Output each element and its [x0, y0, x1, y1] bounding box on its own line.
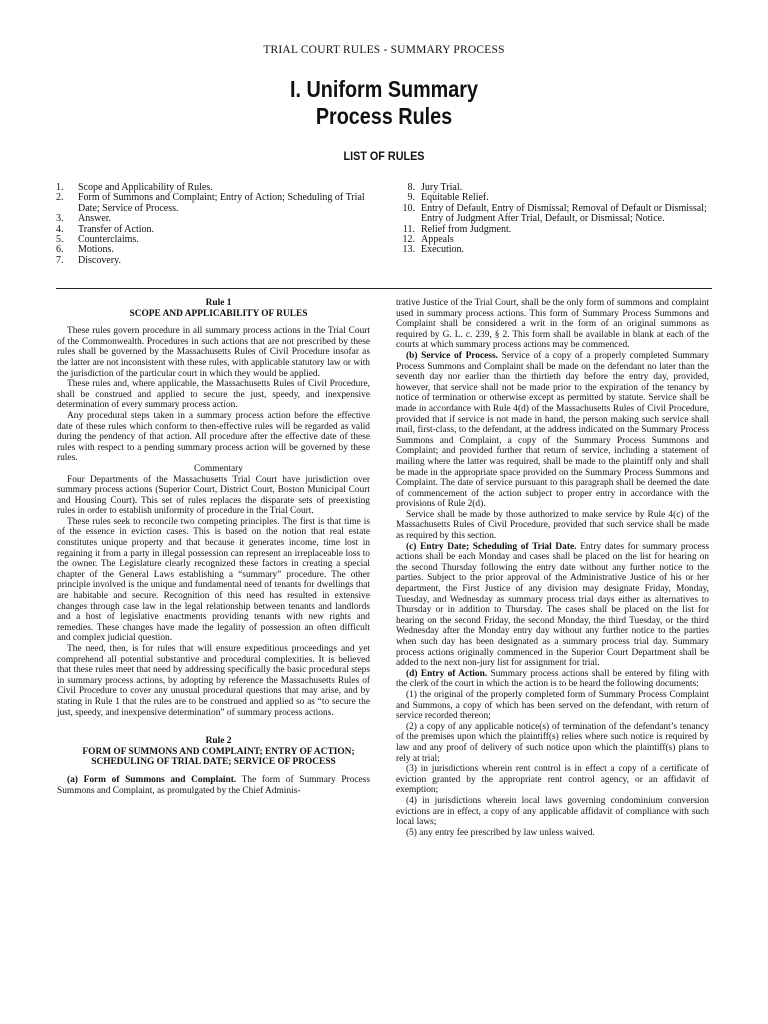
list-item: 7. Discovery.: [56, 254, 121, 266]
right-column: [396, 298, 709, 838]
list-item: 2. Form of Summons and Complaint; Entry of Action; Scheduling of Trial Date; Service of Process.: [56, 192, 365, 214]
rule-2c-label: (c) Entry Date; Scheduling of Trial Date.: [406, 541, 577, 552]
rule-2d-label: (d) Entry of Action.: [406, 668, 488, 679]
page-title: [54, 76, 714, 130]
rule-2b-paragraph: [396, 351, 709, 510]
list-item: 4. Transfer of Action.: [56, 223, 155, 235]
list-item: 8. Jury Trial.: [407, 182, 463, 193]
list-item: 12. Appeals: [402, 234, 454, 246]
rule-2b-paragraph-2: Service shall be made by those authorized to make service by Rule 4(c) of the Massachusetts Rules of Civil Procedure, provided that such service shall be made as required by this section.: [396, 509, 709, 542]
left-column: [57, 298, 370, 796]
rules-list-left: [56, 183, 376, 266]
rule-1-heading: SCOPE AND APPLICABILITY OF RULES: [129, 308, 308, 319]
title-line-1: I. Uniform Summary: [290, 76, 478, 102]
rule-2d-item: (4) in jurisdictions wherein local laws governing condominium conversion evictions are in effect, a copy of any applicable affidavit of compliance with such local laws;: [396, 795, 709, 828]
rule-2-number: Rule 2: [205, 736, 232, 747]
list-item: 9. Equitable Relief.: [407, 192, 489, 204]
list-item: 11. Relief from Judgment.: [402, 223, 512, 235]
list-item: 1. Scope and Applicability of Rules.: [56, 182, 213, 193]
commentary-paragraph: The need, then, is for rules that will ensure expeditious proceedings and yet comprehend all potential substantive and procedural complexities. It is believed that these rules meet that need by addressing specifically the basic procedural steps in summary process actions, by adopting by reference the Massachusetts Rules of Civil Procedure to cover any unusual procedural questions that may arise, and by stating in Rule 1 that the rules are to be construed and applied so as “to secure the just, speedy, and inexpensive determination” of summary process actions.: [57, 644, 370, 718]
list-item: 6. Motions.: [56, 244, 114, 256]
rule-2d-item: (2) a copy of any applicable notice(s) of termination of the defendant’s tenancy of the premises upon which the plaintiff(s) relies where such notice is required by law and any proof of delivery of such notice upon which the plaintiff(s) plans to rely at trial;: [396, 721, 709, 764]
commentary-paragraph: Four Departments of the Massachusetts Trial Court have jurisdiction over summary process actions (Superior Court, District Court, Boston Municipal Court and Housing Court). This set of rules replaces the disparate sets of preexisting rules in order to establish uniformity of procedure in the Trial Court.: [57, 474, 370, 517]
rule-1-paragraph: These rules govern procedure in all summary process actions in the Trial Court of the Commonwealth. Procedures in such actions that are not prescribed by these rules shall be governed by the Massachusetts Rules of Civil Procedure insofar as the latter are not inconsistent with these rules, with applicable statutory law or with the jurisdiction of the particular court in which they would be applied.: [57, 326, 370, 379]
rule-2d-paragraph: [396, 669, 709, 690]
rule-2a-label: (a) Form of Summons and Complaint.: [67, 774, 237, 785]
rule-2b-text: Service of a copy of a properly completed Summary Process Summons and Complaint shall be made on the defendant no later than the seventh day nor earlier than the thirtieth day before the entry day, provided, however, that service shall not be made prior to the expiration of the tenancy by notice of termination or otherwise except as permitted by statute. Service shall be made in accordance with Rule 4(d) of the Massachusetts Rules of Civil Procedure, provided that if service is not made in hand, the person making such service shall mail, first-class, to the defendant, at the address indicated on the Summary Process Summons and Complaint, a copy of the Summary Process Summons and Complaint; and provided further that return of service, including a statement of mailing where the latter was required, shall be made to the plaintiff only and shall be made in the appropriate space provided on the Summary Process Summons and Complaint. The date of service pursuant to this paragraph shall be deemed the date of commencement of the action subject to proper entry in accordance with the provisions of Rule 2(d).: [396, 350, 709, 510]
list-item: 5. Counterclaims.: [56, 234, 139, 246]
rule-2a-continuation: trative Justice of the Trial Court, shall be the only form of summons and complaint used in summary process actions. This form of Summary Process Summons and Complaint shall be considered a writ in the form of an original summons as required by G. L. c. 239, § 2. This form shall be available in blank at each of the courts at which summary process actions may be commenced.: [396, 298, 709, 351]
list-item: 13. Execution.: [402, 244, 465, 256]
list-item: 3. Answer.: [56, 213, 112, 225]
rule-1-paragraph: Any procedural steps taken in a summary process action before the effective date of these rules which conform to then-effective rules will be regarded as valid during the pendency of that action. All procedure after the effective date of these rules with respect to a pending summary process action will be governed by these rules.: [57, 410, 370, 464]
rule-2c-text: Entry dates for summary process actions shall be each Monday and cases shall be placed on the list for hearing on the second Thursday following the entry date without any further notice to the parties. Subject to the prior approval of the Administrative Justice of his or her department, the First Justice of any division may designate Friday, Monday, Tuesday, and Wednesday as summary process trial days either as alternatives to Thursday or in addition to Thursday. The cases shall be placed on the list for hearing on the second Friday, the second Monday, the third Tuesday, or the third Wednesday after the Monday entry day without any further notice to the parties when such day has been designated as a summary process trial day. Summary process actions originally commenced in the Superior Court Department shall be added to the next non-jury list for assignment for trial.: [396, 541, 709, 669]
rule-2-heading: FORM OF SUMMONS AND COMPLAINT; ENTRY OF ACTION; SCHEDULING OF TRIAL DATE; SERVICE OF PROCESS: [82, 746, 355, 768]
rule-2d-text: Summary process actions shall be entered by filing with the clerk of the court in which the action is to be heard the following documents:: [396, 668, 710, 690]
rule-2d-item: (5) any entry fee prescribed by law unless waived.: [406, 827, 595, 838]
section-divider: [56, 288, 712, 289]
running-header: TRIAL COURT RULES - SUMMARY PROCESS: [263, 44, 505, 56]
commentary-paragraph: These rules seek to reconcile two competing principles. The first is that time is of the essence in eviction cases. This is based on the notion that real estate constitutes unique property and that because it generates income, time lost in regaining it from a party in illegal possession can represent an irreplaceable loss to the owner. The Legislature clearly recognized these factors in creating a special chapter of the General Laws establishing a “summary” procedure. The other principle involved is the unique and fundamental need of tenants for dwellings that are habitable and secure. Recognition of this need has resulted in extensive changes through case law in the legal relationship between tenants and landlords and a host of legislative enactments providing tenants with new rights and remedies. These changes have made the legality of possession an often difficult and complex judicial question.: [57, 516, 370, 644]
list-of-rules-heading: LIST OF RULES: [343, 149, 425, 163]
rules-list-right: [398, 183, 718, 256]
rule-1-paragraph: These rules and, where applicable, the Massachusetts Rules of Civil Procedure, shall be construed and applied to secure the just, speedy, and inexpensive determination of every summary process action.: [57, 379, 370, 411]
rule-2d-item: (3) in jurisdictions wherein rent control is in effect a copy of a certificate of eviction granted by the appropriate rent control agency, or an affidavit of exemption;: [396, 764, 709, 796]
rule-2b-label: (b) Service of Process.: [406, 350, 498, 361]
list-item: 10. Entry of Default, Entry of Dismissal; Removal of Default or Dismissal; Entry of Judgment After Trial, Default, or Dismissal; Notice.: [402, 202, 707, 225]
rule-2c-paragraph: [396, 542, 709, 669]
title-line-2: Process Rules: [315, 103, 453, 129]
rule-1-number: Rule 1: [205, 298, 232, 308]
commentary-label: Commentary: [194, 463, 243, 474]
rule-2d-item: (1) the original of the properly completed form of Summary Process Complaint and Summons, a copy of which has been served on the defendant, with return of service recorded thereon;: [396, 689, 709, 722]
rule-2a-text: The form of Summary Process Summons and Complaint, as promulgated by the Chief Adminis-: [57, 774, 370, 796]
rule-2a-paragraph: [57, 775, 370, 796]
